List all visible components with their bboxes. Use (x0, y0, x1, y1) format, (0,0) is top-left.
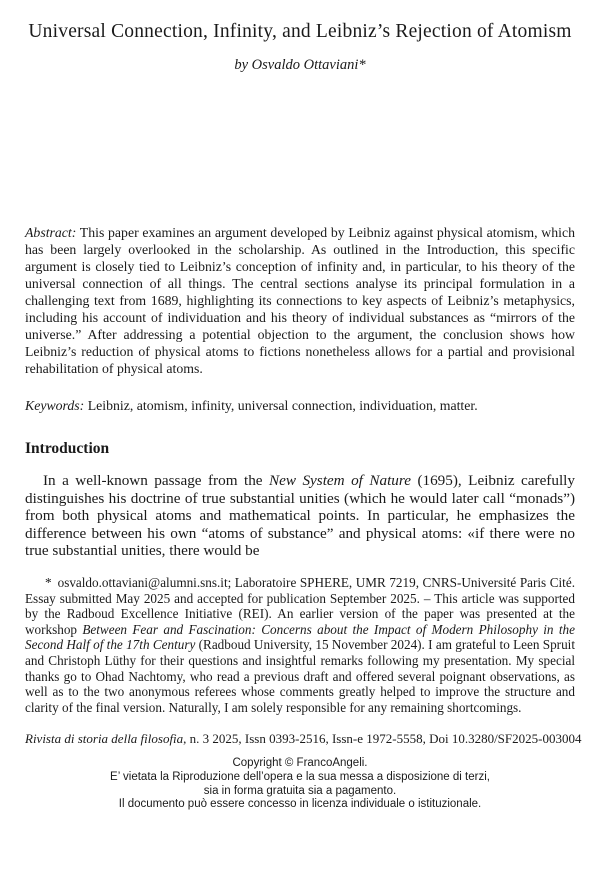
copyright-line-1: Copyright © FrancoAngeli. (232, 757, 368, 770)
copyright-line-3: sia in forma gratuita sia a pagamento. (203, 784, 397, 797)
introduction-text-1: In a well-known passage from the (43, 472, 269, 489)
abstract-paragraph (25, 224, 575, 377)
footnote-text-2: (Radboud University, 15 November 2024). I am grateful to Leen Spruit and Christoph Lüthy for their questions and insightful remarks following my presentation. My special thanks go to Ohad Nachtomy, who read a previous draft and offered several poignant observations, as well as to the two anonymous referees whose comments greatly helped to improve the structure and clarity of the final version. Naturally, I am solely responsible for any remaining shortcomings. (25, 637, 576, 715)
keywords-label: Keywords: (25, 398, 85, 413)
paper-title: Universal Connection, Infinity, and Leibniz’s Rejection of Atomism (28, 21, 572, 42)
footnote-block (25, 575, 575, 715)
copyright-line-4: Il documento può essere concesso in licenza individuale o istituzionale. (118, 798, 482, 811)
footnote-marker: * (45, 574, 52, 590)
introduction-text-2: (1695), Leibniz carefully distinguishes his doctrine of true substantial unities (which he would later call “monads”) from both physical atoms and mathematical points. In particular, he emphasizes the difference between his own “atoms of substance” and physical atoms: «if there were no true substantial unities, there would be (25, 472, 575, 560)
abstract-text: This paper examines an argument developed by Leibniz against physical atomism, which has been largely overlooked in the scholarship. As outlined in the Introduction, this specific argument is closely tied to Leibniz’s conception of infinity and, in particular, to his theory of the universal connection of all things. The central sections analyse its principal formulation in a challenging text from 1689, highlighting its connections to key aspects of Leibniz’s metaphysics, including his account of individuation and his theory of individual substances as “mirrors of the universe.” After addressing a potential objection to the argument, the conclusion shows how Leibniz’s reduction of physical atoms to fictions nonetheless allows for a partial and provisional rehabilitation of physical atoms. (25, 225, 575, 376)
introduction-paragraph (25, 472, 575, 560)
paper-byline: by Osvaldo Ottaviani* (234, 57, 366, 73)
workshop-title-italic: Between Fear and Fascination: Concerns about the Impact of Modern Philosophy in the Second Half of the 17th Century (25, 621, 575, 653)
footnote-text-1: osvaldo.ottaviani@alumni.sns.it; Laboratoire SPHERE, UMR 7219, CNRS-Université Paris Cité. Essay submitted May 2025 and accepted for publication September 2025. – This article was supported by the Radboud Excellence Initiative (REI). An earlier version of the paper was presented at the workshop (25, 574, 575, 637)
journal-name: Rivista di storia della filosofia (25, 731, 184, 747)
book-title-new-system-of-nature: New System of Nature (269, 472, 411, 489)
abstract-label: Abstract: (25, 225, 77, 240)
keywords-text: Leibniz, atomism, infinity, universal connection, individuation, matter. (84, 398, 478, 413)
section-heading-introduction: Introduction (25, 440, 110, 457)
copyright-block (25, 757, 575, 811)
copyright-line-2: E’ vietata la Riproduzione dell’opera e la sua messa a disposizione di terzi, (110, 770, 490, 783)
journal-details: , n. 3 2025, Issn 0393-2516, Issn-e 1972-5558, Doi 10.3280/SF2025-003004 (183, 731, 582, 747)
journal-info-line (25, 731, 582, 747)
keywords-line (25, 397, 575, 414)
